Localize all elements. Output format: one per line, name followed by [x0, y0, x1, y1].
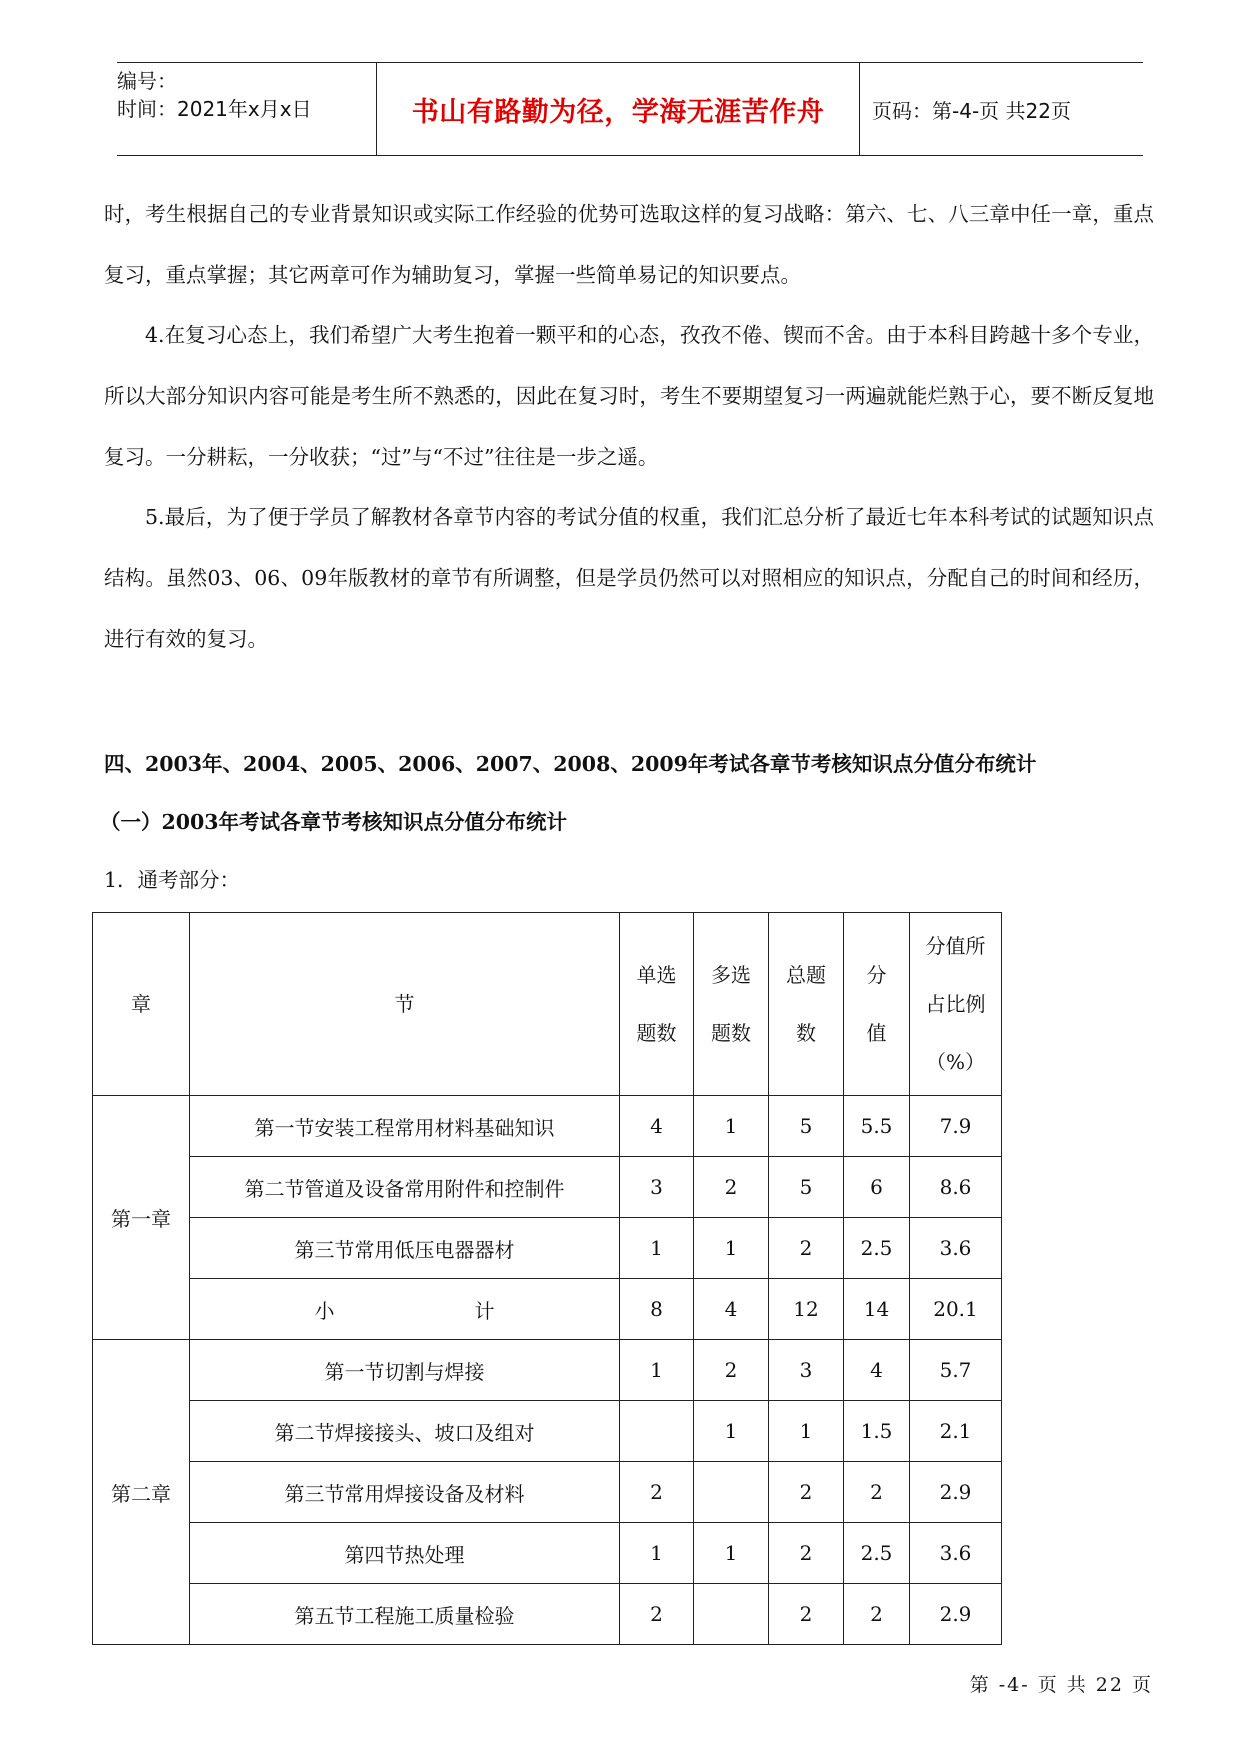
ratio-cell: 2.1 — [910, 1401, 1002, 1462]
single-cell: 1 — [620, 1340, 694, 1401]
ratio-cell: 8.6 — [910, 1157, 1002, 1218]
single-cell: 4 — [620, 1096, 694, 1157]
table-header-row — [93, 913, 1002, 1096]
subtotal-label-cell: 小 计 — [190, 1279, 620, 1340]
multi-cell — [694, 1462, 769, 1523]
table-row — [93, 1401, 1002, 1462]
ratio-cell: 2.9 — [910, 1584, 1002, 1645]
single-cell: 3 — [620, 1157, 694, 1218]
document-date: 时间：2021年x月x日 — [117, 97, 312, 121]
table-row — [93, 1096, 1002, 1157]
page-footer: 第 -4- 页 共 22 页 — [969, 1674, 1153, 1696]
section-heading: 四、2003年、2004、2005、2006、2007、2008、2009年考试各章节考核知识点分值分布统计 — [104, 752, 1037, 776]
header-chapter: 章 — [93, 913, 190, 1096]
ratio-cell: 20.1 — [910, 1279, 1002, 1340]
table-row — [93, 1584, 1002, 1645]
table-row — [93, 1523, 1002, 1584]
score-cell: 6 — [844, 1157, 910, 1218]
paragraph-strategy: 时，考生根据自己的专业背景知识或实际工作经验的优势可选取这样的复习战略：第六、七、八三章中任一章，重点复习，重点掌握；其它两章可作为辅助复习，掌握一些简单易记的知识要点。 — [104, 202, 1154, 287]
paragraph-summary: 5.最后，为了便于学员了解教材各章节内容的考试分值的权重，我们汇总分析了最近七年本科考试的试题知识点结构。虽然03、06、09年版教材的章节有所调整，但是学员仍然可以对照相应的知识点，分配自己的时间和经历，进行有效的复习。 — [104, 505, 1154, 651]
section-cell: 第五节工程施工质量检验 — [190, 1584, 620, 1645]
single-cell: 1 — [620, 1523, 694, 1584]
score-cell: 5.5 — [844, 1096, 910, 1157]
ratio-cell: 2.9 — [910, 1462, 1002, 1523]
score-cell: 2 — [844, 1462, 910, 1523]
header-score: 分 值 — [844, 913, 910, 1096]
multi-cell: 1 — [694, 1523, 769, 1584]
single-cell — [620, 1401, 694, 1462]
single-cell: 8 — [620, 1279, 694, 1340]
multi-cell: 4 — [694, 1279, 769, 1340]
table-row — [93, 1462, 1002, 1523]
subtotal-row — [93, 1279, 1002, 1340]
part-label: 1．通考部分： — [104, 868, 241, 892]
score-cell: 2.5 — [844, 1523, 910, 1584]
ratio-cell: 3.6 — [910, 1218, 1002, 1279]
single-cell: 2 — [620, 1584, 694, 1645]
section-cell: 第四节热处理 — [190, 1523, 620, 1584]
score-cell: 14 — [844, 1279, 910, 1340]
header-score-ratio: 分值所 占比例 （%） — [910, 913, 1002, 1096]
subsection-heading: （一）2003年考试各章节考核知识点分值分布统计 — [100, 810, 568, 834]
score-cell: 2 — [844, 1584, 910, 1645]
multi-cell: 1 — [694, 1096, 769, 1157]
score-cell: 2.5 — [844, 1218, 910, 1279]
header-section: 节 — [190, 913, 620, 1096]
total-cell: 5 — [769, 1157, 844, 1218]
paragraph-mindset: 4.在复习心态上，我们希望广大考生抱着一颗平和的心态，孜孜不倦、锲而不舍。由于本科目跨越十多个专业，所以大部分知识内容可能是考生所不熟悉的，因此在复习时，考生不要期望复习一两遍就能烂熟于心，要不断反复地复习。一分耕耘，一分收获；“过”与“不过”往往是一步之遥。 — [104, 323, 1154, 469]
document-number-label: 编号： — [117, 69, 177, 93]
multi-cell: 2 — [694, 1157, 769, 1218]
total-cell: 2 — [769, 1584, 844, 1645]
total-cell: 2 — [769, 1218, 844, 1279]
section-cell: 第三节常用低压电器器材 — [190, 1218, 620, 1279]
single-cell: 1 — [620, 1218, 694, 1279]
total-cell: 2 — [769, 1462, 844, 1523]
section-cell: 第二节焊接接头、坡口及组对 — [190, 1401, 620, 1462]
multi-cell — [694, 1584, 769, 1645]
section-cell: 第三节常用焊接设备及材料 — [190, 1462, 620, 1523]
table-row — [93, 1218, 1002, 1279]
total-cell: 3 — [769, 1340, 844, 1401]
total-cell: 2 — [769, 1523, 844, 1584]
header-single-choice: 单选 题数 — [620, 913, 694, 1096]
score-distribution-table — [92, 912, 1002, 1645]
single-cell: 2 — [620, 1462, 694, 1523]
ratio-cell: 7.9 — [910, 1096, 1002, 1157]
section-cell: 第一节安装工程常用材料基础知识 — [190, 1096, 620, 1157]
header-motto: 书山有路勤为径，学海无涯苦作舟 — [411, 96, 825, 128]
header-page-number: 页码：第-4-页 共22页 — [872, 98, 1071, 123]
multi-cell: 1 — [694, 1401, 769, 1462]
header-multi-choice: 多选 题数 — [694, 913, 769, 1096]
score-cell: 4 — [844, 1340, 910, 1401]
section-cell: 第一节切割与焊接 — [190, 1340, 620, 1401]
total-cell: 12 — [769, 1279, 844, 1340]
page-header — [117, 62, 1143, 156]
multi-cell: 1 — [694, 1218, 769, 1279]
multi-cell: 2 — [694, 1340, 769, 1401]
chapter-cell: 第一章 — [93, 1096, 190, 1340]
ratio-cell: 3.6 — [910, 1523, 1002, 1584]
total-cell: 1 — [769, 1401, 844, 1462]
header-motto-cell — [376, 63, 860, 155]
ratio-cell: 5.7 — [910, 1340, 1002, 1401]
header-page-info — [860, 63, 1143, 155]
header-meta — [117, 63, 376, 155]
table-row — [93, 1340, 1002, 1401]
header-total-questions: 总题 数 — [769, 913, 844, 1096]
score-cell: 1.5 — [844, 1401, 910, 1462]
section-cell: 第二节管道及设备常用附件和控制件 — [190, 1157, 620, 1218]
table-row — [93, 1157, 1002, 1218]
total-cell: 5 — [769, 1096, 844, 1157]
chapter-cell: 第二章 — [93, 1340, 190, 1645]
